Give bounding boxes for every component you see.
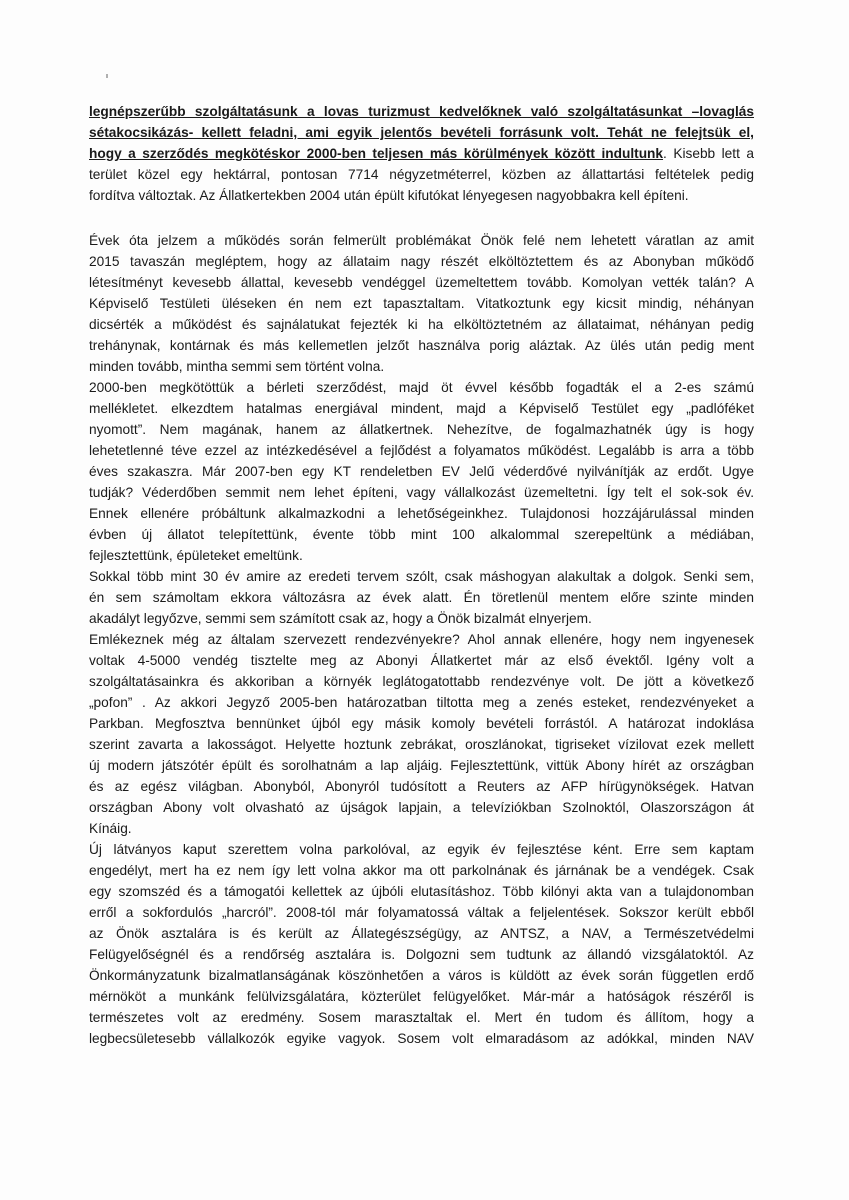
text-line: 2000-ben megkötöttük a bérleti szerződést, majd öt évvel később fogadták el a 2-es számú bbox=[89, 380, 754, 395]
text-line: Új látványos kaput szerettem volna parkolóval, az egyik év fejlesztése ként. Erre sem kaptam bbox=[89, 842, 754, 857]
text-line bbox=[89, 143, 754, 164]
text-line: legbecsületesebb vállalkozók egyike vagyok. Sosem volt elmaradásom az adókkal, minden NAV bbox=[89, 1031, 754, 1046]
text-line: voltak 4-5000 vendég tisztelte meg az Abonyi Állatkertet már az első évektől. Igény volt a bbox=[89, 653, 754, 668]
text-line bbox=[89, 185, 754, 206]
text-line: országban Abony volt olvasható az újságok lapjain, a televíziókban Szolnoktól, Olaszországon át bbox=[89, 800, 754, 815]
text-line: Parkban. Megfosztva bennünket újból egy másik komoly bevételi forrástól. A határozat indoklása bbox=[89, 716, 754, 731]
text-line: „pofon” . Az akkori Jegyző 2005-ben határozatban tiltotta meg a zenés esteket, rendezvényeket a bbox=[89, 695, 754, 710]
paragraph-1 bbox=[89, 101, 754, 206]
text-line: Sokkal több mint 30 év amire az eredeti tervem szólt, csak máshogyan alakultak a dolgok. Senki sem, bbox=[89, 569, 754, 584]
text-line: szerint zavarta a lakosságot. Helyette hoztunk zebrákat, oroszlánokat, tigriseket vízilovat ezek mellett bbox=[89, 737, 754, 752]
emphasized-text: hogy a szerződés megkötéskor 2000-ben teljesen más körülmények között indultunk bbox=[89, 146, 664, 161]
text-line: én sem számoltam ekkora változásra az évek alatt. Én töretlenül mentem előre szinte minden bbox=[89, 590, 754, 605]
text-line: 2015 tavaszán megléptem, hogy az állataim nagy részét elköltöztettem és az Abonyban működő bbox=[89, 254, 754, 269]
text-line: erről a sokfordulós „harcról”. 2008-tól már folyamatossá váltak a feljelentések. Sokszor került ebből bbox=[89, 905, 754, 920]
text-line: létesítményt kevesebb állattal, kevesebb vendéggel üzemeltettem tovább. Komolyan vették talán? A bbox=[89, 275, 754, 290]
text-line: egy szomszéd és a támogatói kellettek az újbóli elutasításhoz. Több kilónyi akta van a tulajdonomban bbox=[89, 884, 754, 899]
text-line: Önkormányzatunk bizalmatlanságának köszönhetően a város is küldött az évek során független erdő bbox=[89, 968, 754, 983]
text-line: Évek óta jelzem a működés során felmerült problémákat Önök felé nem lehetett váratlan az amit bbox=[89, 233, 754, 248]
text-line: Emlékeznek még az általam szervezett rendezvényekre? Ahol annak ellenére, hogy nem ingyenesek bbox=[89, 632, 754, 647]
text-line: az Önök asztalára is és került az Állategészségügy, az ANTSZ, a NAV, a Természetvédelmi bbox=[89, 926, 754, 941]
plain-text: . Kisebb lett a bbox=[663, 146, 754, 161]
text-line: Ennek ellenére próbáltunk alkalmazkodni a lehetőségeinkhez. Tulajdonosi hozzájárulással minden bbox=[89, 506, 754, 521]
text-line: mérnököt a munkánk felülvizsgálatára, közterület felügyelőket. Már-már a hatóságok részéről is bbox=[89, 989, 754, 1004]
text-line: éves szakaszra. Már 2007-ben egy KT rendeletben EV Jelű véderdővé nyilvánítják az erdőt. Ugye bbox=[89, 464, 754, 479]
text-line: dicsérték a működést és sajnálatukat fejezték ki ha elköltöztetném az állataimat, néhányan pedig bbox=[89, 317, 754, 332]
paragraph-gap bbox=[89, 206, 754, 230]
text-line: engedélyt, mert ha ez nem így lett volna akkor ma ott parkolnának és járnának be a vendégek. Csak bbox=[89, 863, 754, 878]
document-body bbox=[89, 101, 754, 1049]
text-line: nyomott”. Nem magának, hanem az állatkertnek. Nehezítve, de fogalmazhatnék úgy is hogy bbox=[89, 422, 754, 437]
plain-text: fordítva változtak. Az Állatkertekben 2004 után épült kifutókat lényegesen nagyobbakra kell építeni. bbox=[89, 188, 689, 203]
text-line: lehetetlenné téve ezzel az intézkedésével a fejlődést a folyamatos működést. Legalább is arra a több bbox=[89, 443, 754, 458]
text-line: évben új állatot telepítettünk, évente több mint 100 alkalommal szerepeltünk a médiában, bbox=[89, 527, 754, 542]
text-line bbox=[89, 164, 754, 185]
text-line: tudják? Véderdőben semmit nem lehet építeni, vagy vállalkozást üzemeltetni. Így telt el sok-sok év. bbox=[89, 485, 754, 500]
text-line bbox=[89, 122, 754, 143]
paragraph-2 bbox=[89, 230, 754, 1049]
text-line: trehánynak, kontárnak és más kellemetlen jelzőt használva porig aláztak. Az ülés után pedig ment bbox=[89, 338, 754, 353]
text-line bbox=[89, 101, 754, 122]
plain-text: terület közel egy hektárral, pontosan 7714 négyzetméterrel, közben az állattartási feltételek pedig bbox=[89, 167, 754, 182]
text-line: fejlesztettünk, épületeket emeltünk. bbox=[89, 548, 303, 563]
scan-speck bbox=[106, 74, 108, 78]
text-line: minden tovább, mintha semmi sem történt volna. bbox=[89, 359, 385, 374]
text-line: és az egész világban. Abonyból, Abonyról tudósított a Reuters az AFP hírügynökségek. Hatvan bbox=[89, 779, 754, 794]
emphasized-text: sétakocsikázás- kellett feladni, ami egyik jelentős bevételi forrásunk volt. Tehát ne felejtsük el, bbox=[89, 125, 754, 140]
text-line: természetes volt az eredmény. Sosem marasztaltak el. Mert én tudom és állítom, hogy a bbox=[89, 1010, 754, 1025]
text-line: Képviselő Testületi üléseken én nem ezt tapasztaltam. Vitatkoztunk egy kicsit mindig, néhányan bbox=[89, 296, 754, 311]
emphasized-text: legnépszerűbb szolgáltatásunk a lovas turizmust kedvelőknek való szolgáltatásunkat –lovaglás bbox=[89, 104, 754, 119]
text-line: új modern játszótér épült és sorolhatnám a lap aljáig. Fejlesztettünk, vittük Abony hírét az országban bbox=[89, 758, 754, 773]
text-line: Felügyelőségnél és a rendőrség asztalára is. Dolgozni sem tudtunk az állandó vizsgálatoktól. Az bbox=[89, 947, 754, 962]
text-line: Kínáig. bbox=[89, 821, 132, 836]
text-line: szolgáltatásainkra és akkoriban a környék leglátogatottabb rendezvénye volt. De jött a következő bbox=[89, 674, 754, 689]
text-line: mellékletet. elkezdtem hatalmas energiával mindent, majd a Képviselő Testület egy „padlóféket bbox=[89, 401, 754, 416]
text-line: akadályt legyőzve, semmi sem számított csak az, hogy a Önök bizalmát elnyerjem. bbox=[89, 611, 592, 626]
